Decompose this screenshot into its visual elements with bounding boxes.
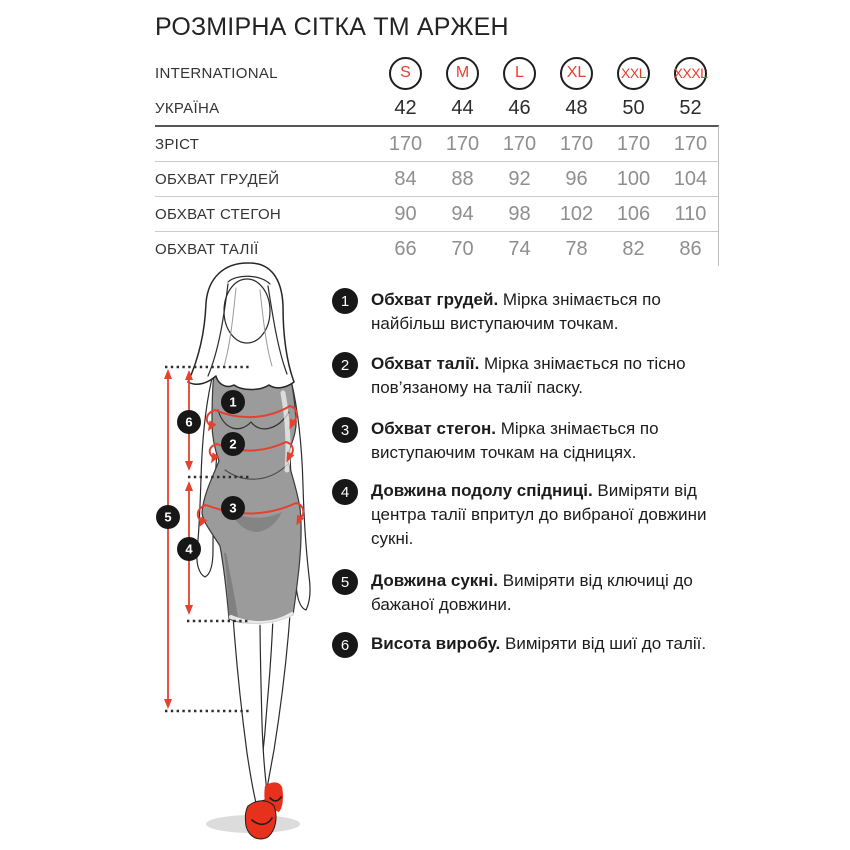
measurement-row: [155, 196, 718, 231]
measurement-value: 170: [673, 132, 708, 155]
measurement-label: ОБХВАТ ГРУДЕЙ: [155, 170, 280, 188]
measurement-value: 82: [622, 237, 645, 260]
instruction-text: Обхват стегон. Мірка знімається по виступаючим точкам на сідницях.: [371, 419, 659, 462]
measurement-rows: [155, 125, 719, 266]
measurement-value: 70: [451, 237, 474, 260]
marker-5: [156, 505, 180, 529]
marker-3: [221, 496, 245, 520]
svg-text:1: 1: [229, 394, 237, 410]
instruction-number-badge: 4: [332, 479, 358, 505]
size-cell: [605, 57, 662, 90]
arrow-dress-length: [164, 369, 172, 709]
figure-illustration: [188, 263, 310, 839]
instruction-text: Довжина сукні. Виміряти від ключиці до бажаної довжини.: [371, 571, 693, 614]
instruction-number-badge: 6: [332, 632, 358, 658]
measurement-value: 106: [616, 202, 651, 225]
svg-text:2: 2: [229, 436, 237, 452]
size-circle: S: [389, 57, 422, 90]
measurement-value: 170: [559, 132, 594, 155]
size-cell: 42: [394, 96, 417, 119]
instruction-number-badge: 2: [332, 352, 358, 378]
instruction-lead: Обхват грудей.: [371, 290, 503, 309]
size-cell: [434, 57, 491, 90]
measurement-value: 170: [616, 132, 651, 155]
instruction-item: [332, 288, 723, 336]
size-cell: [377, 57, 434, 90]
page-title: РОЗМІРНА СІТКА ТМ АРЖЕН: [155, 13, 509, 41]
size-cell: 50: [622, 96, 645, 119]
svg-text:5: 5: [164, 509, 172, 525]
row-label: INTERNATIONAL: [155, 64, 278, 82]
svg-text:6: 6: [185, 414, 193, 430]
instruction-text: Обхват талії. Мірка знімається по тісно пов’язаному на талії паску.: [371, 354, 686, 397]
measurement-value: 104: [673, 167, 708, 190]
row-international: [155, 55, 719, 91]
marker-6: [177, 410, 201, 434]
gray-dress: [202, 363, 301, 624]
size-cell: 46: [508, 96, 531, 119]
measurement-label: ЗРІСТ: [155, 135, 200, 153]
instruction-item: [332, 632, 723, 658]
size-table: [155, 55, 719, 266]
measurement-value: 90: [394, 202, 417, 225]
instruction-lead: Довжина сукні.: [371, 571, 503, 590]
marker-2: [221, 432, 245, 456]
svg-text:4: 4: [185, 541, 193, 557]
size-cell: [662, 57, 719, 90]
size-cell: 52: [679, 96, 702, 119]
leg-front: [233, 616, 268, 803]
size-cell: 48: [565, 96, 588, 119]
size-cell: [491, 57, 548, 90]
instruction-text: Висота виробу. Виміряти від шиї до талії.: [371, 634, 707, 653]
size-circle: L: [503, 57, 536, 90]
measurement-value: 94: [451, 202, 474, 225]
measurement-value: 86: [679, 237, 702, 260]
measurement-label: ОБХВАТ ТАЛІЇ: [155, 240, 259, 258]
instruction-text: Довжина подолу спідниці. Виміряти від центра талії впритул до вибраної довжини сукні.: [371, 481, 707, 548]
instruction-lead: Обхват стегон.: [371, 419, 501, 438]
svg-text:3: 3: [229, 500, 237, 516]
instruction-lead: Обхват талії.: [371, 354, 485, 373]
measurement-value: 84: [394, 167, 417, 190]
instruction-lead: Висота виробу.: [371, 634, 505, 653]
measurement-value: 88: [451, 167, 474, 190]
size-cell: 44: [451, 96, 474, 119]
instruction-text: Обхват грудей. Мірка знімається по найбільш виступаючим точкам.: [371, 290, 661, 333]
instruction-number-badge: 5: [332, 569, 358, 595]
measurement-label: ОБХВАТ СТЕГОН: [155, 205, 282, 223]
size-circle: M: [446, 57, 479, 90]
measurement-value: 92: [508, 167, 531, 190]
measurement-value: 96: [565, 167, 588, 190]
measurement-value: 100: [616, 167, 651, 190]
row-ukraine: [155, 91, 719, 125]
row-label: УКРАЇНА: [155, 99, 220, 117]
measurement-value: 170: [388, 132, 423, 155]
measurement-value: 78: [565, 237, 588, 260]
measurement-value: 170: [502, 132, 537, 155]
marker-1: [221, 390, 245, 414]
instruction-lead: Довжина подолу спідниці.: [371, 481, 598, 500]
size-circle: XXXL: [674, 57, 707, 90]
instruction-item: [332, 479, 723, 551]
size-cell: [548, 57, 605, 90]
instruction-number-badge: 3: [332, 417, 358, 443]
instruction-item: [332, 352, 723, 400]
measurement-value: 98: [508, 202, 531, 225]
instruction-item: [332, 569, 723, 617]
measurement-value: 110: [674, 202, 707, 225]
measurement-value: 102: [559, 202, 594, 225]
marker-4: [177, 537, 201, 561]
instruction-item: [332, 417, 723, 465]
measurement-figure: [100, 258, 350, 850]
measurement-value: 170: [445, 132, 480, 155]
measurement-value: 74: [508, 237, 531, 260]
size-circle: XL: [560, 57, 593, 90]
measurement-row: [155, 161, 718, 196]
instruction-number-badge: 1: [332, 288, 358, 314]
size-circle: XXL: [617, 57, 650, 90]
measurement-value: 66: [394, 237, 417, 260]
measurement-row: [155, 127, 718, 161]
